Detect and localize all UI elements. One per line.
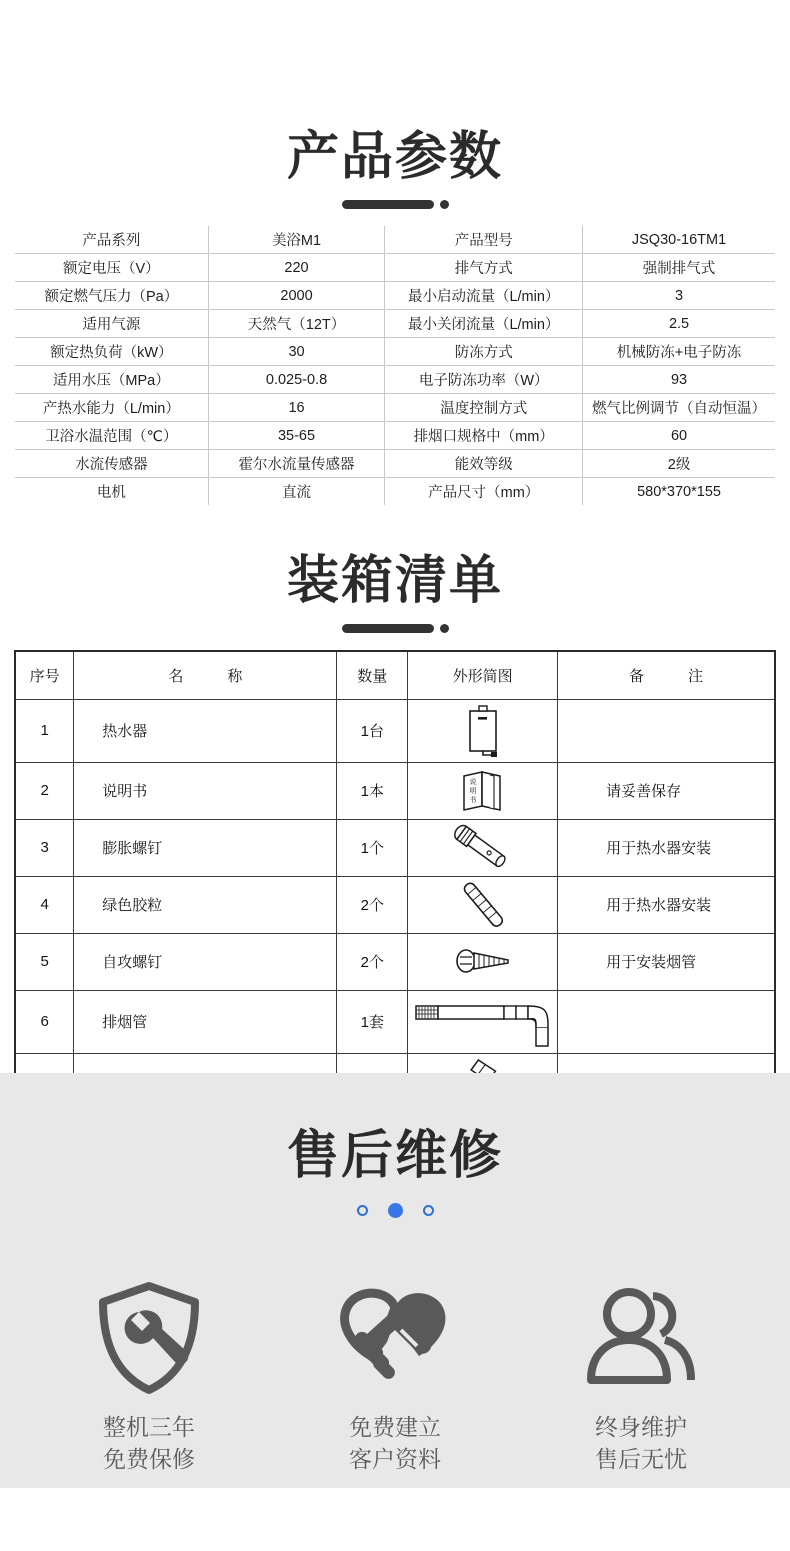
table-row [15, 338, 776, 366]
carousel-dots[interactable] [0, 1203, 790, 1218]
spec-section-header [0, 0, 790, 209]
spec-cell-v1: 霍尔水流量传感器 [208, 450, 385, 478]
table-row [15, 450, 776, 478]
col-header-name-right: 称 [227, 668, 243, 686]
packing-section-header [0, 506, 790, 633]
spec-cell-k2: 防冻方式 [385, 338, 583, 366]
col-header-qty: 数量 [337, 651, 408, 699]
spec-cell-k1: 适用气源 [15, 310, 209, 338]
service-benefit-label [44, 1412, 254, 1475]
spec-cell-v2: 580*370*155 [583, 478, 776, 506]
packing-cell-name: 膨胀螺钉 [74, 819, 337, 876]
packing-list-table [14, 650, 776, 1120]
packing-cell-remark: 用于热水器安装 [558, 876, 775, 933]
col-header-remark-left: 备 [629, 668, 645, 686]
col-header-name-left: 名 [168, 668, 184, 686]
packing-cell-no: 5 [15, 933, 74, 990]
self-tapping-screw-icon [408, 933, 558, 990]
packing-cell-qty: 2个 [337, 876, 408, 933]
svg-text:说: 说 [469, 777, 477, 786]
spec-cell-k1: 水流传感器 [15, 450, 209, 478]
spec-cell-v2: 2级 [583, 450, 776, 478]
table-row [15, 876, 775, 933]
handshake-heart-icon [290, 1278, 500, 1398]
spec-cell-k2: 排气方式 [385, 254, 583, 282]
spec-cell-k1: 电机 [15, 478, 209, 506]
spec-cell-v2: 机械防冻+电子防冻 [583, 338, 776, 366]
spec-cell-k2: 电子防冻功率（W） [385, 366, 583, 394]
spec-cell-v1: 35-65 [208, 422, 385, 450]
spec-cell-v2: JSQ30-16TM1 [583, 226, 776, 254]
col-header-remark-right: 注 [688, 668, 704, 686]
two-people-icon [536, 1278, 746, 1398]
packing-cell-name: 热水器 [74, 699, 337, 762]
spec-cell-k2: 产品型号 [385, 226, 583, 254]
packing-table-head [15, 651, 775, 699]
service-benefit-line2: 客户资料 [349, 1445, 441, 1472]
spec-cell-k2: 温度控制方式 [385, 394, 583, 422]
col-header-remark [558, 651, 775, 699]
spec-cell-v1: 220 [208, 254, 385, 282]
svg-text:书: 书 [469, 795, 477, 804]
specification-table [14, 225, 776, 506]
table-row [15, 990, 775, 1053]
service-benefit-line1: 免费建立 [349, 1414, 441, 1441]
packing-cell-name: 绿色胶粒 [74, 876, 337, 933]
col-header-no: 序号 [15, 651, 74, 699]
table-header-row [15, 651, 775, 699]
packing-cell-qty: 1本 [337, 762, 408, 819]
packing-cell-remark: 用于安装烟管 [558, 933, 775, 990]
green-plug-icon [408, 876, 558, 933]
manual-book-icon [408, 762, 558, 819]
table-row [15, 254, 776, 282]
spec-cell-v2: 2.5 [583, 310, 776, 338]
service-benefit-item [44, 1278, 254, 1475]
packing-cell-qty: 1台 [337, 699, 408, 762]
table-row [15, 478, 776, 506]
page-title-aftersales: 售后维修 [286, 1127, 503, 1185]
table-row [15, 762, 775, 819]
service-benefit-item [290, 1278, 500, 1475]
water-heater-icon [408, 699, 558, 762]
packing-cell-no: 3 [15, 819, 74, 876]
service-benefit-line1: 终身维护 [595, 1414, 687, 1441]
spec-cell-v1: 0.025-0.8 [208, 366, 385, 394]
packing-cell-qty: 2个 [337, 933, 408, 990]
spec-cell-k2: 最小关闭流量（L/min） [385, 310, 583, 338]
spec-cell-v1: 16 [208, 394, 385, 422]
service-benefit-label [290, 1412, 500, 1475]
carousel-dot[interactable] [357, 1205, 368, 1216]
title-divider-packing [0, 624, 790, 633]
service-benefit-line2: 售后无忧 [595, 1445, 687, 1472]
packing-table-body [15, 699, 775, 1119]
expansion-bolt-icon [408, 819, 558, 876]
table-row [15, 282, 776, 310]
spec-cell-v2: 燃气比例调节（自动恒温） [583, 394, 776, 422]
aftersales-section-header [0, 1073, 790, 1218]
packing-cell-qty: 1个 [337, 819, 408, 876]
packing-cell-remark [558, 990, 775, 1053]
table-row [15, 394, 776, 422]
shield-wrench-icon [44, 1278, 254, 1398]
service-benefit-item [536, 1278, 746, 1475]
svg-text:明: 明 [469, 786, 477, 795]
packing-cell-name: 说明书 [74, 762, 337, 819]
exhaust-pipe-icon [408, 990, 558, 1053]
spec-cell-k2: 排烟口规格中（mm） [385, 422, 583, 450]
spec-cell-k1: 产热水能力（L/min） [15, 394, 209, 422]
spec-cell-k1: 额定电压（V） [15, 254, 209, 282]
col-header-diagram: 外形简图 [408, 651, 558, 699]
table-row [15, 699, 775, 762]
page-title-spec: 产品参数 [286, 128, 503, 186]
spec-cell-v1: 直流 [208, 478, 385, 506]
divider-bar [342, 200, 434, 209]
packing-cell-remark: 用于热水器安装 [558, 819, 775, 876]
carousel-dot[interactable] [423, 1205, 434, 1216]
packing-cell-name: 自攻螺钉 [74, 933, 337, 990]
divider-dot [440, 624, 449, 633]
packing-table-wrap [14, 650, 776, 1120]
spec-cell-v2: 93 [583, 366, 776, 394]
spec-cell-v1: 美浴M1 [208, 226, 385, 254]
table-row [15, 422, 776, 450]
spec-cell-v2: 强制排气式 [583, 254, 776, 282]
service-benefits-row [0, 1278, 790, 1475]
packing-cell-no: 4 [15, 876, 74, 933]
packing-cell-no: 2 [15, 762, 74, 819]
table-row [15, 819, 775, 876]
page-title-packing: 装箱清单 [286, 552, 503, 611]
spec-cell-v2: 3 [583, 282, 776, 310]
service-benefit-line1: 整机三年 [103, 1414, 195, 1441]
spec-cell-k1: 卫浴水温范围（℃） [15, 422, 209, 450]
spec-cell-v1: 2000 [208, 282, 385, 310]
service-benefit-line2: 免费保修 [103, 1445, 195, 1472]
divider-dot [440, 200, 449, 209]
spec-cell-k1: 适用水压（MPa） [15, 366, 209, 394]
spec-cell-v1: 30 [208, 338, 385, 366]
packing-cell-no: 1 [15, 699, 74, 762]
table-row [15, 226, 776, 254]
spec-cell-k1: 额定燃气压力（Pa） [15, 282, 209, 310]
divider-bar [342, 624, 434, 633]
spec-cell-k2: 能效等级 [385, 450, 583, 478]
packing-cell-remark [558, 699, 775, 762]
spec-cell-v1: 天然气（12T） [208, 310, 385, 338]
col-header-name [74, 651, 337, 699]
carousel-dot-active[interactable] [388, 1203, 403, 1218]
title-divider-spec [0, 200, 790, 209]
packing-cell-name: 排烟管 [74, 990, 337, 1053]
spec-cell-k1: 产品系列 [15, 226, 209, 254]
packing-cell-no: 6 [15, 990, 74, 1053]
table-row [15, 310, 776, 338]
packing-cell-remark: 请妥善保存 [558, 762, 775, 819]
spec-table-wrap [14, 225, 776, 506]
spec-cell-k1: 额定热负荷（kW） [15, 338, 209, 366]
packing-cell-qty: 1套 [337, 990, 408, 1053]
service-benefit-label [536, 1412, 746, 1475]
spec-cell-k2: 最小启动流量（L/min） [385, 282, 583, 310]
table-row [15, 933, 775, 990]
table-row [15, 366, 776, 394]
spec-cell-k2: 产品尺寸（mm） [385, 478, 583, 506]
aftersales-section [0, 1073, 790, 1488]
spec-cell-v2: 60 [583, 422, 776, 450]
